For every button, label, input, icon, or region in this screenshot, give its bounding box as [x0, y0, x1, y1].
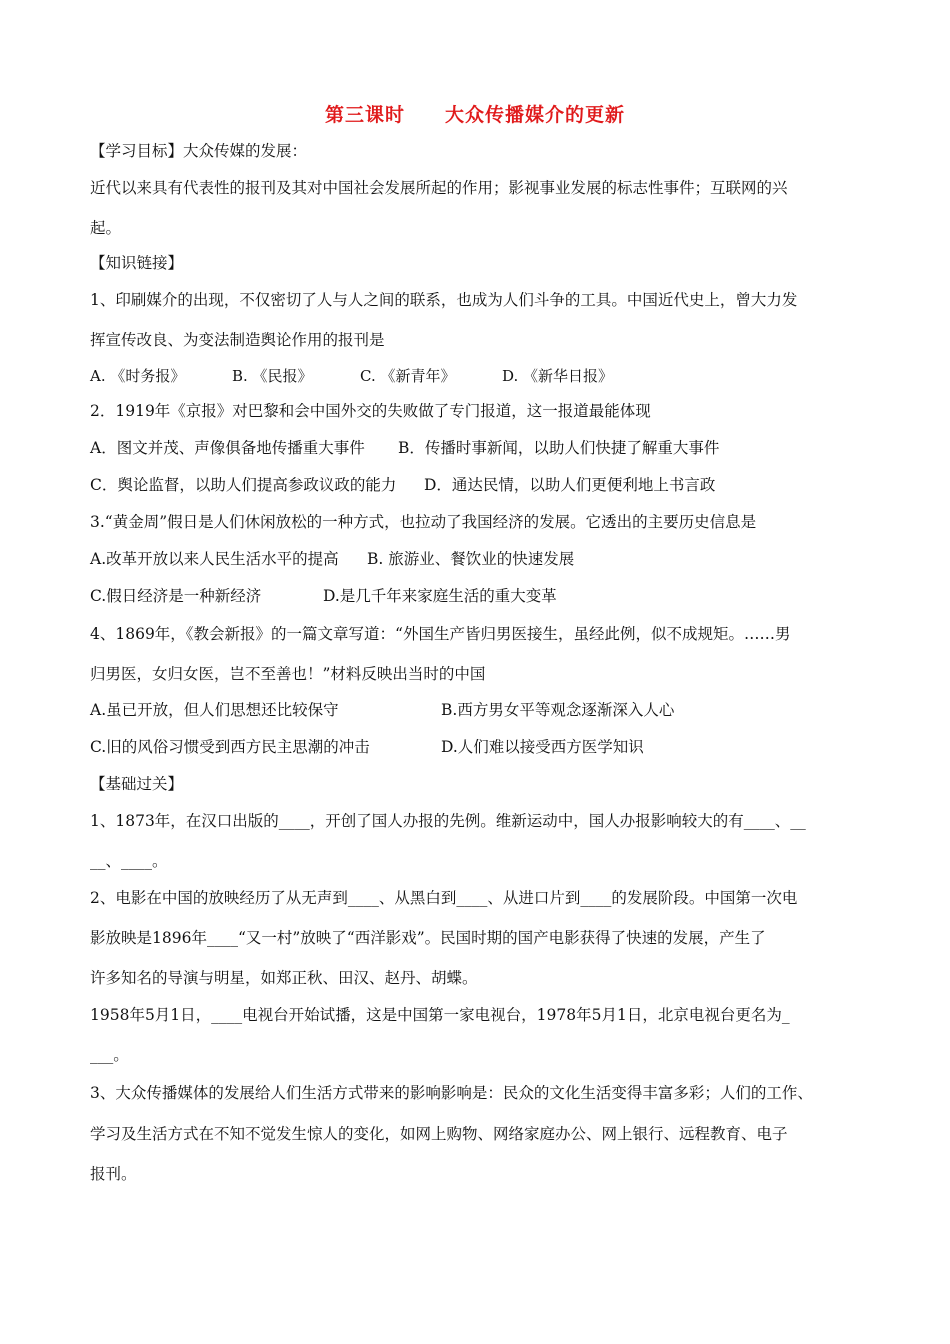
k-q1-option-a: A. 《时务报》 [90, 367, 186, 385]
k-q4-line-2: 归男医，女归女医，岂不至善也！”材料反映出当时的中国 [90, 665, 486, 683]
knowledge-heading: 【知识链接】 [90, 254, 184, 272]
objectives-line-2: 起。 [90, 219, 122, 237]
title-lesson: 第三课时 [324, 104, 405, 126]
k-q2-stem: 2．1919年《京报》对巴黎和会中国外交的失败做了专门报道，这一报道最能体现 [90, 402, 651, 420]
k-q3-option-d: D.是几千年来家庭生活的重大变革 [323, 587, 557, 605]
b-q3-line-1: 3、大众传播媒体的发展给人们生活方式带来的影响影响是：民众的文化生活变得丰富多彩；人们的工作、 [90, 1084, 813, 1102]
k-q3-stem: 3.“黄金周”假日是人们休闲放松的一种方式，也拉动了我国经济的发展。它透出的主要历史信息是 [90, 513, 757, 531]
k-q3-option-c: C.假日经济是一种新经济 [90, 587, 262, 605]
b-q2-line-5: ___。 [90, 1046, 129, 1064]
k-q4-option-b: B.西方男女平等观念逐渐深入人心 [441, 701, 675, 719]
b-q2-line-4: 1958年5月1日，____电视台开始试播，这是中国第一家电视台，1978年5月1日，北京电视台更名为_ [90, 1006, 790, 1024]
k-q1-option-b: B. 《民报》 [232, 367, 313, 385]
title-topic: 大众传播媒介的更新 [445, 104, 626, 126]
basics-heading: 【基础过关】 [90, 775, 184, 793]
k-q3-option-b: B. 旅游业、餐饮业的快速发展 [367, 550, 575, 568]
k-q2-option-a: A．图文并茂、声像俱备地传播重大事件 [90, 439, 365, 457]
k-q3-option-a: A.改革开放以来人民生活水平的提高 [90, 550, 339, 568]
k-q2-option-d: D．通达民情，以助人们更便利地上书言政 [424, 476, 716, 494]
k-q1-line-1: 1、印刷媒介的出现，不仅密切了人与人之间的联系，也成为人们斗争的工具。中国近代史上，曾大力发 [90, 291, 798, 309]
b-q2-line-1: 2、电影在中国的放映经历了从无声到____、从黑白到____、从进口片到____的发展阶段。中国第一次电 [90, 889, 798, 907]
k-q4-option-d: D.人们难以接受西方医学知识 [441, 738, 644, 756]
k-q1-option-d: D. 《新华日报》 [502, 367, 614, 385]
k-q1-option-c: C. 《新青年》 [360, 367, 456, 385]
k-q1-line-2: 挥宣传改良、为变法制造舆论作用的报刊是 [90, 331, 385, 349]
b-q2-line-2: 影放映是1896年____“又一村”放映了“西洋影戏”。民国时期的国产电影获得了快速的发展，产生了 [90, 929, 766, 947]
k-q4-option-c: C.旧的风俗习惯受到西方民主思潮的冲击 [90, 738, 370, 756]
k-q2-option-c: C．舆论监督，以助人们提高参政议政的能力 [90, 476, 397, 494]
b-q1-line-2: __、____。 [90, 852, 168, 870]
k-q2-option-b: B．传播时事新闻，以助人们快捷了解重大事件 [398, 439, 720, 457]
k-q4-line-1: 4、1869年，《教会新报》的一篇文章写道：“外国生产皆归男医接生，虽经此例，似不成规矩。……男 [90, 625, 791, 643]
b-q1-line-1: 1、1873年，在汉口出版的____，开创了国人办报的先例。维新运动中，国人办报影响较大的有____、__ [90, 812, 806, 830]
b-q3-line-2: 学习及生活方式在不知不觉发生惊人的变化，如网上购物、网络家庭办公、网上银行、远程教育、电子 [90, 1125, 788, 1143]
page-title [0, 100, 950, 127]
k-q4-option-a: A.虽已开放，但人们思想还比较保守 [90, 701, 339, 719]
b-q2-line-3: 许多知名的导演与明星，如郑正秋、田汉、赵丹、胡蝶。 [90, 969, 478, 987]
b-q3-line-3: 报刊。 [90, 1165, 137, 1183]
objectives-line-1: 近代以来具有代表性的报刊及其对中国社会发展所起的作用；影视事业发展的标志性事件；互联网的兴 [90, 179, 788, 197]
objectives-heading: 【学习目标】大众传媒的发展： [90, 142, 308, 160]
